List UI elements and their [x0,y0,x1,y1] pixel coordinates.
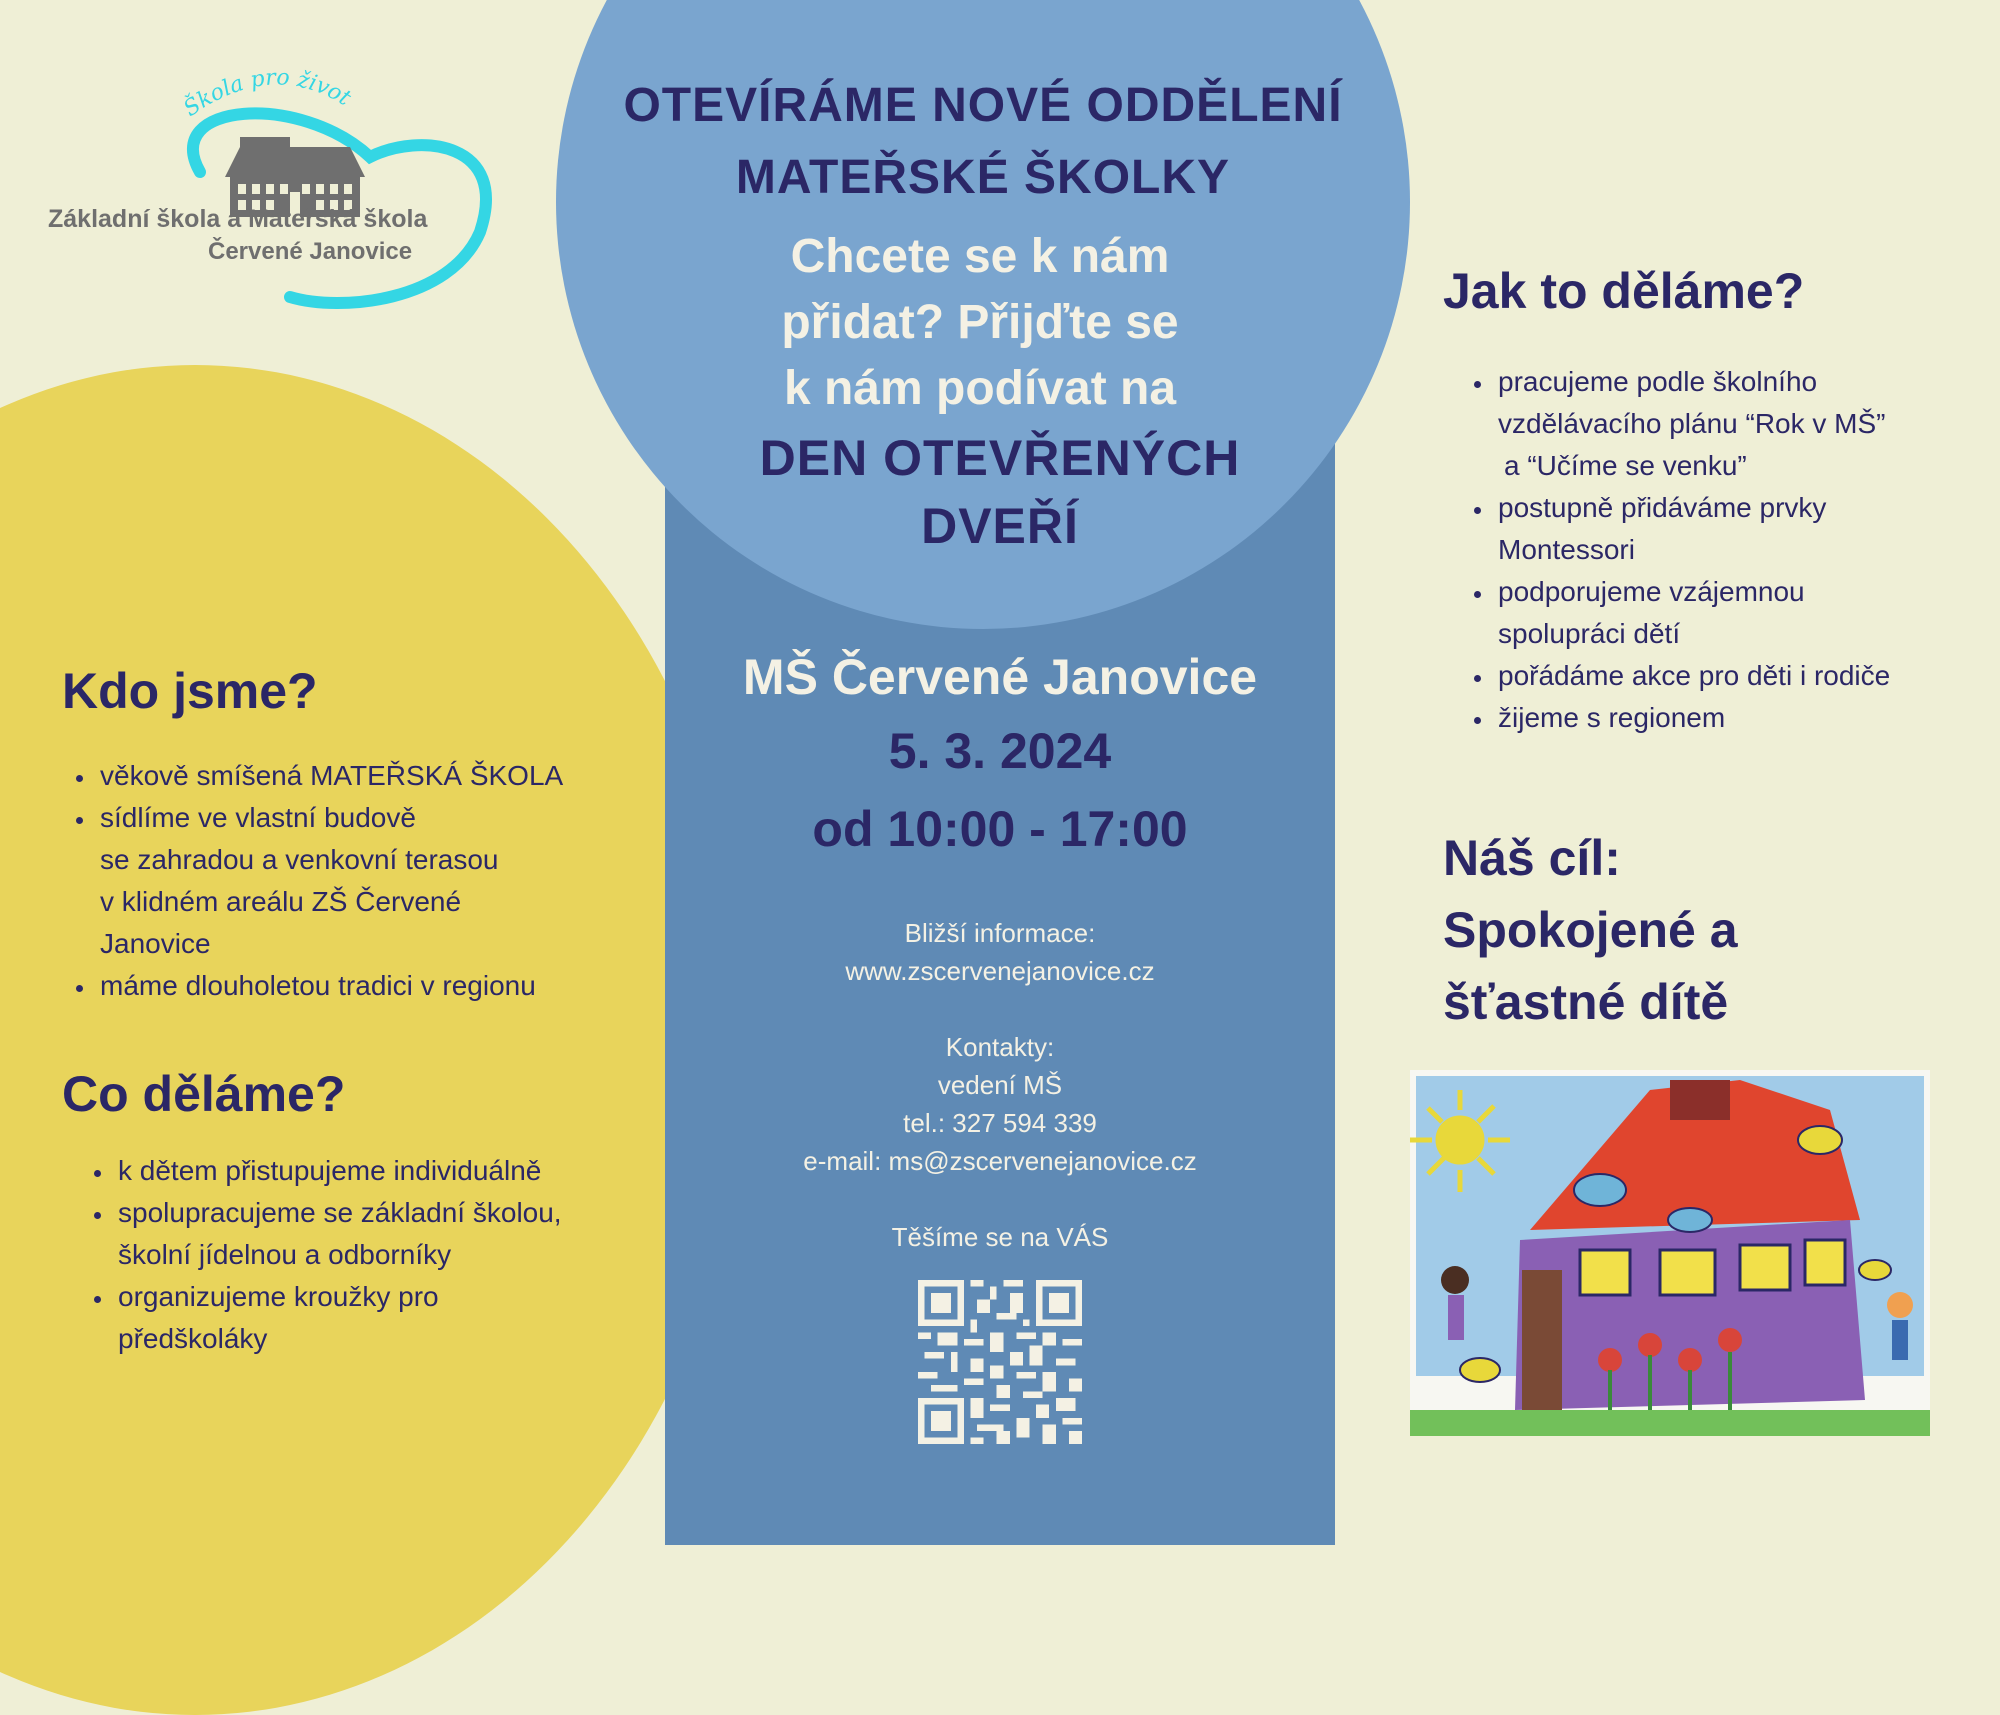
phone-number[interactable]: tel.: 327 594 339 [903,1108,1097,1138]
event-place: MŠ Červené Janovice [742,649,1258,705]
list-item-line: v klidném areálu ZŠ Červené [100,886,462,917]
list-item-line: podporujeme vzájemnou [1498,576,1805,607]
school-logo [40,62,510,312]
list-item-line: předškoláky [118,1323,268,1354]
list-item: • žijeme s regionem [1494,697,2000,739]
list-item-line: a “Učíme se venku” [1504,450,1747,481]
website-link[interactable]: www.zscervenejanovice.cz [845,956,1155,986]
list-item-line: organizujeme kroužky pro [118,1281,439,1312]
list-item: • máme dlouholetou tradici v regionu [96,965,656,1007]
list-item: • pořádáme akce pro děti i rodiče [1494,655,2000,697]
who-heading: Kdo jsme? [62,663,318,719]
more-info-block [665,914,1335,990]
list-item-line: pracujeme podle školního [1498,366,1818,397]
title-line-2: MATEŘSKÉ ŠKOLKY [735,151,1231,204]
invitation-text [740,224,1220,422]
open-day-line-2: DVEŘÍ [921,498,1079,554]
open-day-line-1: DEN OTEVŘENÝCH [759,430,1241,486]
list-item: • věkově smíšená MATEŘSKÁ ŠKOLA [96,755,656,797]
more-info-label: Bližší informace: [904,918,1096,948]
logo-arc-text: Škola pro život [179,65,356,122]
goal-line-1: Náš cíl: [1443,830,1621,886]
list-item-line: postupně přidáváme prvky [1498,492,1827,523]
list-item-line: spolupracujeme se základní školou, [118,1197,562,1228]
list-item-line: spolupráci dětí [1498,618,1681,649]
contacts-block [665,1028,1335,1180]
email-address[interactable]: e-mail: ms@zscervenejanovice.cz [803,1146,1197,1176]
contacts-label: Kontakty: [945,1032,1055,1062]
list-item [1494,487,2000,571]
list-item [1494,571,2000,655]
list-item-line: školní jídelnou a odborníky [118,1239,452,1270]
child-drawing-image [1410,1070,1930,1436]
goal-block [1443,822,1738,1038]
list-item-line: sídlíme ve vlastní budově [100,802,416,833]
yellow-background-circle [0,365,750,1715]
title-line-1: OTEVÍRÁME NOVÉ ODDĚLENÍ [623,79,1343,132]
list-item-line: vzdělávacího plánu “Rok v MŠ” [1498,408,1886,439]
list-item-line: se zahradou a venkovní terasou [100,844,499,875]
invite-line-2: přidat? Přijďte se [781,296,1179,349]
list-item-line: Janovice [100,928,211,959]
page-title [556,70,1410,214]
open-day-title [700,424,1300,560]
event-date: 5. 3. 2024 [888,723,1112,779]
list-item-line: Montessori [1498,534,1635,565]
qr-code-icon[interactable] [918,1280,1082,1444]
list-item [114,1276,674,1360]
logo-school-name: Základní škola a Mateřská škola [48,205,428,233]
logo-school-town: Červené Janovice [208,238,413,265]
list-item [1494,361,2000,487]
goal-line-3: šťastné dítě [1443,974,1729,1030]
what-heading: Co děláme? [62,1066,346,1122]
closing-text: Těšíme se na VÁS [891,1222,1109,1252]
invite-line-3: k nám podívat na [783,362,1177,415]
event-time: od 10:00 - 17:00 [812,801,1188,857]
contact-person: vedení MŠ [937,1070,1063,1100]
invite-line-1: Chcete se k nám [790,230,1170,283]
goal-line-2: Spokojené a [1443,902,1738,958]
how-heading: Jak to děláme? [1443,263,1805,319]
what-list [80,1150,674,1360]
list-item: • k dětem přistupujeme individuálně [114,1150,674,1192]
who-list [62,755,656,1007]
list-item [96,797,656,965]
list-item [114,1192,674,1276]
how-list [1460,361,2000,739]
